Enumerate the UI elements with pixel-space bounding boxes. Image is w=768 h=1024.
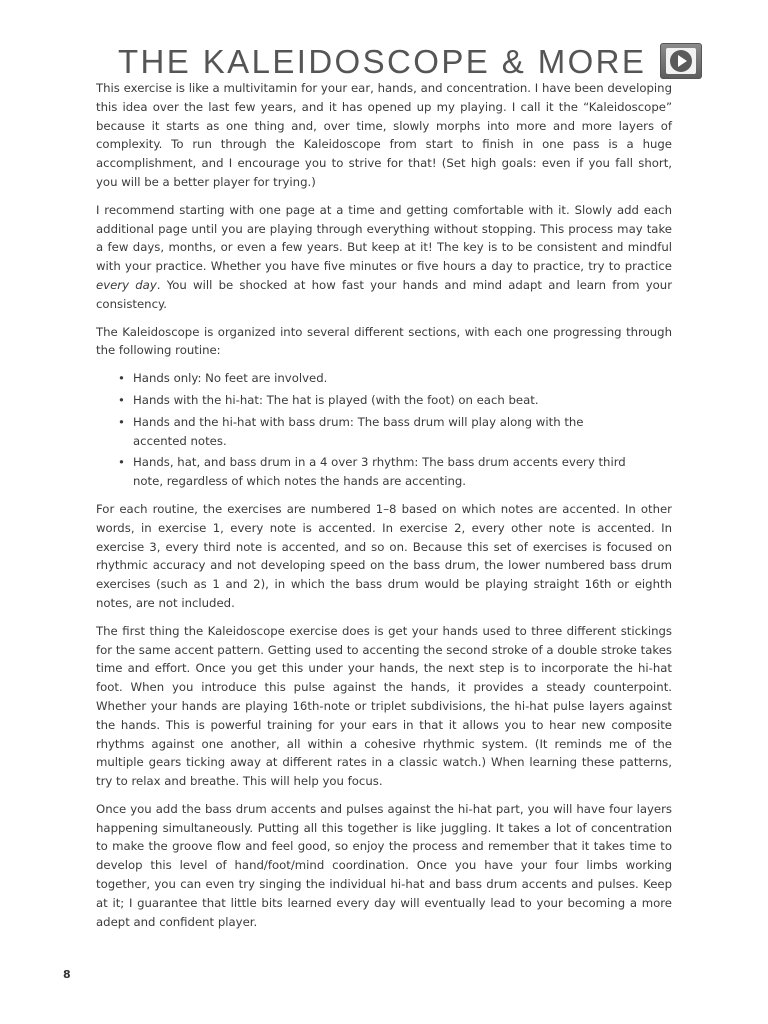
list-item-text: Hands only: No feet are involved. xyxy=(133,371,328,386)
page-number: 8 xyxy=(63,968,71,981)
play-triangle-icon xyxy=(678,55,687,67)
page-body xyxy=(96,79,672,940)
bullet-icon: • xyxy=(118,371,125,386)
bullet-icon: • xyxy=(118,392,125,407)
bullet-icon: • xyxy=(118,414,125,429)
list-item xyxy=(118,453,672,491)
video-screen xyxy=(666,48,696,74)
list-item xyxy=(118,391,672,410)
paragraph-stickings: The first thing the Kaleidoscope exercise does is get your hands used to three different stickings for the same accent pattern. Getting used to accenting the second stroke of a double stroke takes time and effort. Once you get this under your hands, the next step is to incorporate the hi-hat foot. When you introduce this pulse against the hands, it provides a steady counterpoint. Whether your hands are playing 16th-note or triplet subdivisions, the hi-hat pulse layers against the hands. This is powerful training for your ears in that it allows you to hear new composite rhythms against one another, all within a cohesive rhythmic system. (It reminds me of the multiple gears ticking away at different rates in a classic watch.) When learning these patterns, try to relax and breathe. This will help you focus. xyxy=(96,623,672,789)
paragraph-layers: Once you add the bass drum accents and pulses against the hi-hat part, you will have four layers happening simultaneously. Putting all this together is like juggling. It takes a lot of concentration to make the groove flow and feel good, so enjoy the process and remember that it takes time to develop this level of hand/foot/mind coordination. Once you have your four limbs working together, you can even try singing the individual hi-hat and bass drum accents and pulses. Keep at it; I guarantee that little bits learned every day will eventually lead to your becoming a more adept and confident player. xyxy=(96,801,672,929)
paragraph-intro: This exercise is like a multivitamin for your ear, hands, and concentration. I have been developing this idea over the last few years, and it has opened up my playing. I call it the “Kaleidoscope” because it starts as one thing and, over time, slowly morphs into more and more layers of complexity. To run through the Kaleidoscope from start to finish in one pass is a huge accomplishment, and I encourage you to strive for that! (Set high goals: even if you fall short, you will be a better player for trying.) xyxy=(96,81,672,189)
routine-list xyxy=(96,369,672,491)
list-item xyxy=(118,369,672,388)
paragraph-practice-text: I recommend starting with one page at a time and getting comfortable with it. Slowly add each additional page until you are playing through everything without stopping. This process may take a few days, months, or even a few years. But keep at it! The key is to be consistent and mindful with your practice. Whether you have five minutes or five hours a day to practice, try to practice xyxy=(96,202,672,274)
play-video-icon[interactable] xyxy=(660,43,702,79)
list-item-text: Hands with the hi-hat: The hat is played (with the foot) on each beat. xyxy=(133,392,539,407)
paragraph-practice xyxy=(96,201,672,314)
play-circle xyxy=(670,50,692,72)
bullet-icon: • xyxy=(118,455,125,470)
emphasis-every-day: every day xyxy=(96,277,157,292)
list-item-text: Hands and the hi-hat with bass drum: The bass drum will play along with the accented notes. xyxy=(133,414,584,448)
list-item-text: Hands, hat, and bass drum in a 4 over 3 rhythm: The bass drum accents every third note, regardless of which notes the hands are accenting. xyxy=(133,455,626,489)
page-header xyxy=(0,40,768,84)
page-title: THE KALEIDOSCOPE & MORE xyxy=(118,43,647,80)
list-item xyxy=(118,413,672,451)
paragraph-numbering: For each routine, the exercises are numbered 1–8 based on which notes are accented. In other words, in exercise 1, every note is accented. In exercise 2, every other note is accented. In exercise 3, every third note is accented, and so on. Because this set of exercises is focused on rhythmic accuracy and not developing speed on the bass drum, the lower numbered bass drum exercises (such as 1 and 2), in which the bass drum would be playing straight 16th or eighth notes, are not included. xyxy=(96,501,672,610)
paragraph-practice-text-end: . You will be shocked at how fast your hands and mind adapt and learn from your consistency. xyxy=(96,277,672,311)
paragraph-organization: The Kaleidoscope is organized into several different sections, with each one progressing through the following routine: xyxy=(96,324,672,358)
